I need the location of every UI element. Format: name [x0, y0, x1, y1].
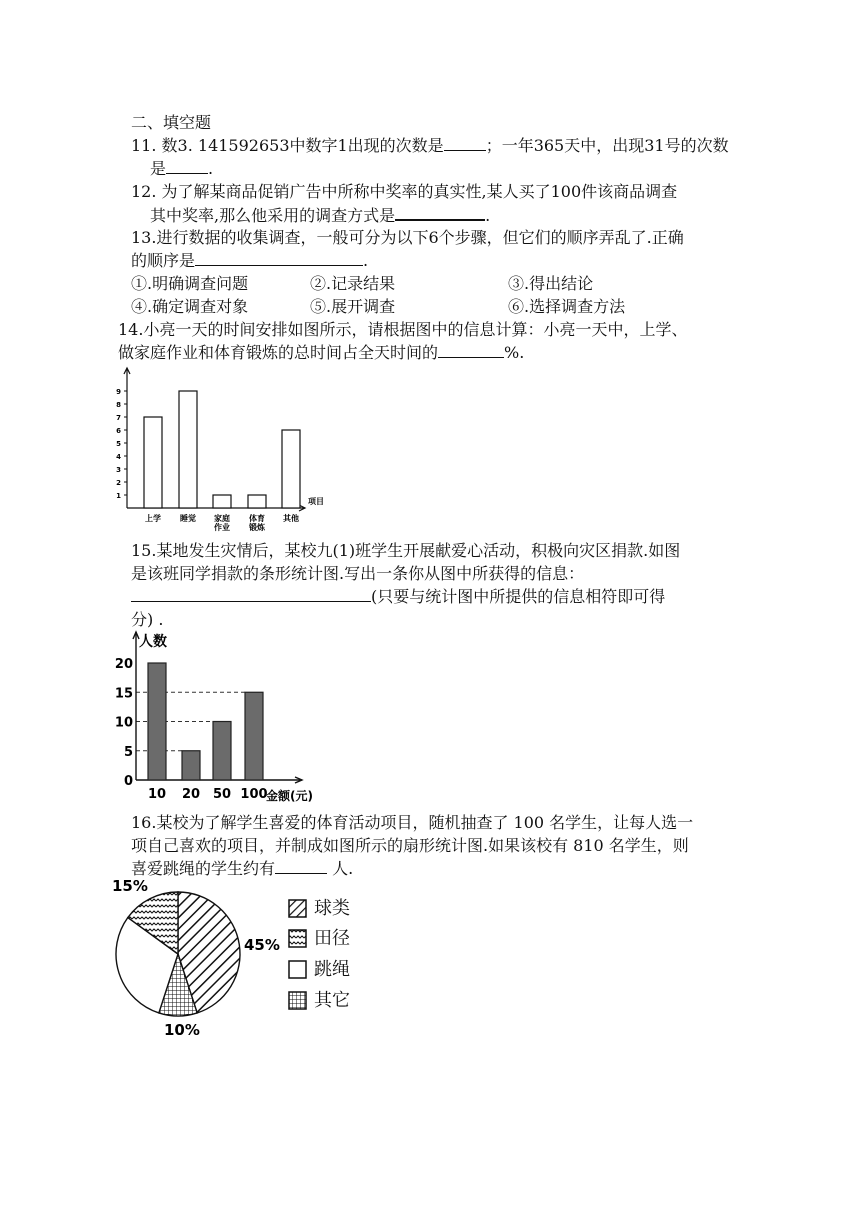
question-15-line-3: (只要与统计图中所提供的信息相符即可得: [131, 586, 665, 608]
x-category-label: 睡觉: [180, 514, 196, 523]
y-tick-label: 15: [114, 686, 133, 702]
activity-pie-chart: [108, 874, 280, 1042]
question-15-line-4: 分) .: [131, 610, 164, 629]
y-tick-label: 10: [114, 715, 133, 731]
y-tick-label: 20: [114, 657, 133, 672]
option-3: ③.得出结论: [508, 274, 594, 293]
slice-value-label: 45%: [244, 936, 280, 954]
question-16-line-1: 16.某校为了解学生喜爱的体育活动项目，随机抽查了 100 名学生，让每人选一: [131, 813, 694, 832]
question-16-line-2: 项自己喜欢的项目，并制成如图所示的扇形统计图.如果该校有 810 名学生，则: [131, 836, 689, 855]
bar: [148, 663, 166, 780]
legend-label-ball: 球类: [314, 898, 350, 919]
legend-label-rope: 跳绳: [314, 959, 350, 980]
bar: [245, 692, 263, 780]
question-15-line-1: 15.某地发生灾情后，某校九(1)班学生开展献爱心活动，积极向灾区捐款.如图: [131, 541, 681, 560]
x-category-label: 其他: [283, 514, 299, 523]
bar: [144, 417, 162, 508]
x-category-label: 作业: [214, 523, 230, 532]
legend-label-other: 其它: [314, 990, 350, 1011]
question-12-line-2: 其中奖率,那么他采用的调查方式是 .: [150, 206, 491, 225]
bar: [282, 430, 300, 508]
y-tick-label: 5: [116, 440, 121, 448]
x-category-label: 锻炼: [249, 523, 265, 532]
question-14-line-1: 14.小亮一天的时间安排如图所示，请根据图中的信息计算：小亮一天中，上学、: [118, 320, 688, 339]
slice-value-label: 10%: [164, 1021, 200, 1039]
bar: [182, 751, 200, 780]
question-11-line-1: 11. 数3. 141592653中数字1出现的次数是 ；一年365天中，出现31号的次数: [131, 136, 729, 155]
y-tick-label: 6: [116, 427, 121, 435]
bar: [213, 722, 231, 781]
y-tick-label: 2: [116, 479, 121, 487]
answer-blank: [131, 586, 371, 602]
answer-blank: [395, 204, 485, 221]
legend-swatch-wave: [288, 929, 308, 949]
y-axis-label: 人数: [139, 634, 167, 650]
y-tick-label: 0: [123, 774, 133, 789]
y-tick-label: 9: [116, 388, 121, 396]
legend-swatch-diagonal: [288, 899, 308, 919]
bar: [248, 495, 266, 508]
y-tick-label: 5: [123, 744, 133, 760]
slice-value-label: 15%: [112, 877, 148, 895]
option-6: ⑥.选择调查方法: [508, 297, 626, 316]
question-16-line-3: 喜爱跳绳的学生约有 人.: [131, 859, 354, 878]
question-13-line-2: 的顺序是 .: [131, 251, 369, 270]
y-tick-label: 7: [116, 414, 121, 422]
y-tick-label: 1: [116, 492, 121, 500]
option-5: ⑤.展开调查: [310, 297, 396, 316]
x-category-label: 100: [240, 787, 268, 802]
option-2: ②.记录结果: [310, 274, 396, 293]
x-category-label: 50: [212, 787, 232, 802]
answer-blank: [195, 250, 363, 266]
question-11-line-2: 是 .: [150, 159, 214, 178]
bar: [179, 391, 197, 508]
legend-label-track: 田径: [314, 928, 350, 949]
option-4: ④.确定调查对象: [131, 297, 249, 316]
x-axis-label: 项目: [308, 497, 324, 506]
question-12-line-1: 12. 为了解某商品促销广告中所称中奖率的真实性,某人买了100件该商品调查: [131, 182, 678, 201]
legend-swatch-blank: [288, 960, 308, 980]
answer-blank: [444, 135, 486, 151]
x-category-label: 体育: [249, 514, 265, 523]
x-category-label: 10: [147, 787, 167, 802]
x-axis-label: 金额(元): [266, 789, 313, 803]
question-14-line-2: 做家庭作业和体育锻炼的总时间占全天时间的 %.: [118, 343, 525, 362]
legend-swatch-grid: [288, 991, 308, 1011]
option-1: ①.明确调查问题: [131, 274, 249, 293]
y-tick-label: 3: [116, 466, 121, 474]
x-category-label: 家庭: [214, 514, 230, 523]
y-tick-label: 8: [116, 401, 121, 409]
donation-bar-chart: [112, 628, 338, 806]
x-category-label: 20: [181, 787, 201, 802]
answer-blank: [275, 858, 327, 874]
y-tick-label: 4: [116, 453, 121, 461]
answer-blank: [438, 342, 504, 358]
answer-blank: [166, 158, 208, 174]
time-schedule-bar-chart: [110, 362, 340, 532]
question-13-line-1: 13.进行数据的收集调查，一般可分为以下6个步骤，但它们的顺序弄乱了.正确: [131, 228, 684, 247]
x-category-label: 上学: [145, 514, 161, 523]
bar: [213, 495, 231, 508]
section-title: 二、填空题: [131, 113, 212, 132]
question-15-line-2: 是该班同学捐款的条形统计图.写出一条你从图中所获得的信息：: [131, 564, 585, 583]
